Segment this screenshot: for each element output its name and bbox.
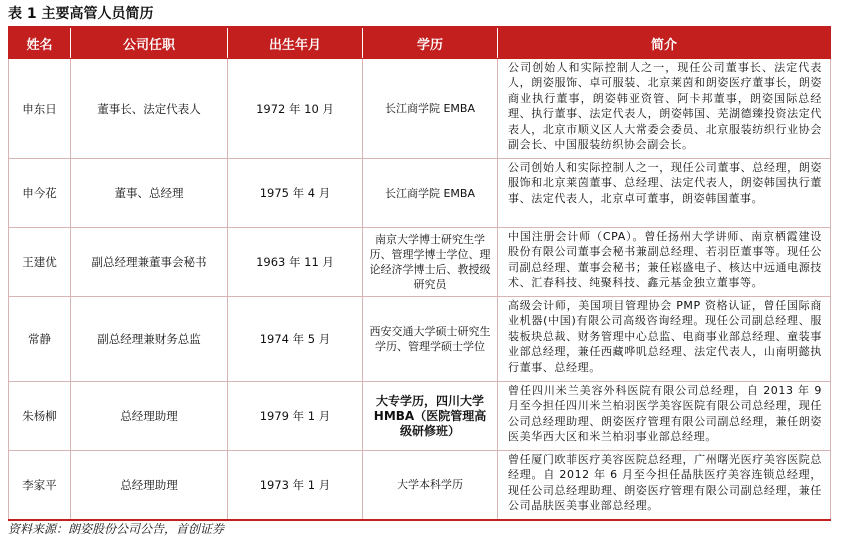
cell-name: 常静: [9, 297, 71, 382]
cell-name: 王建优: [9, 228, 71, 297]
executive-table: [8, 26, 831, 521]
cell-name: 申东日: [9, 59, 71, 159]
cell-bio: 公司创始人和实际控制人之一，现任公司董事长、法定代表人，朗姿服饰、卓可服装、北京莱茵和朗姿医疗董事长，朗姿商业执行董事，朗姿韩亚资管、阿卡邦董事，朗姿国际总经理、执行董事、法定代表人，朗姿韩国、芜湖德臻投资法定代表人，北京市顺义区人大常委会委员、北京服装纺织行业协会副会长、中国服装纺织协会副会长。: [498, 59, 831, 159]
cell-birth: 1973 年 1 月: [228, 451, 363, 520]
cell-education: 大学本科学历: [363, 451, 498, 520]
cell-position: 董事长、法定代表人: [71, 59, 228, 159]
header-name: 姓名: [9, 27, 71, 59]
cell-birth: 1963 年 11 月: [228, 228, 363, 297]
header-row: [9, 27, 831, 59]
header-position: 公司任职: [71, 27, 228, 59]
header-birth: 出生年月: [228, 27, 363, 59]
header-education: 学历: [363, 27, 498, 59]
table-row: [9, 297, 831, 382]
cell-education: 长江商学院 EMBA: [363, 159, 498, 228]
cell-bio: 中国注册会计师（CPA）。曾任扬州大学讲师、南京栖霞建设股份有限公司董事会秘书兼副总经理、若羽臣董事等。现任公司副总经理、董事会秘书；兼任崧盛电子、核达中远通电源技术、汇春科技、纯聚科技、鑫元基金独立董事等。: [498, 228, 831, 297]
table-row: [9, 382, 831, 451]
table-title: 表 1 主要高管人员简历: [8, 6, 154, 22]
cell-position: 总经理助理: [71, 382, 228, 451]
table-row: [9, 228, 831, 297]
cell-position: 总经理助理: [71, 451, 228, 520]
cell-bio: 高级会计师，美国项目管理协会 PMP 资格认证，曾任国际商业机器(中国)有限公司高级咨询经理。现任公司副总经理、服装板块总裁、财务管理中心总监、电商事业部总经理、童装事业部总经理，兼任西藏哗叽总经理、法定代表人，山南明懿执行董事、总经理。: [498, 297, 831, 382]
cell-education: 长江商学院 EMBA: [363, 59, 498, 159]
source-note: 资料来源：朗姿股份公司公告，首创证券: [8, 522, 225, 536]
cell-position: 副总经理兼财务总监: [71, 297, 228, 382]
cell-position: 董事、总经理: [71, 159, 228, 228]
cell-name: 朱杨柳: [9, 382, 71, 451]
table-row: [9, 451, 831, 520]
cell-bio: 曾任厦门欧菲医疗美容医院总经理，广州曙光医疗美容医院总经理。自 2012 年 6 月至今担任晶肤医疗美容连锁总经理，现任公司总经理助理、朗姿医疗管理有限公司副总经理，兼任公司晶肤医美事业部总经理。: [498, 451, 831, 520]
cell-name: 申今花: [9, 159, 71, 228]
cell-birth: 1972 年 10 月: [228, 59, 363, 159]
cell-education: 南京大学博士研究生学历、管理学博士学位、理论经济学博士后、教授级研究员: [363, 228, 498, 297]
cell-education: 大专学历，四川大学 HMBA（医院管理高级研修班）: [363, 382, 498, 451]
cell-birth: 1975 年 4 月: [228, 159, 363, 228]
cell-birth: 1974 年 5 月: [228, 297, 363, 382]
cell-name: 李家平: [9, 451, 71, 520]
cell-birth: 1979 年 1 月: [228, 382, 363, 451]
cell-bio: 公司创始人和实际控制人之一，现任公司董事、总经理，朗姿服饰和北京莱茵董事、总经理、法定代表人，朗姿韩国执行董事、法定代表人，北京卓可董事，朗姿韩国董事。: [498, 159, 831, 228]
cell-position: 副总经理兼董事会秘书: [71, 228, 228, 297]
header-bio: 简介: [498, 27, 831, 59]
table-row: [9, 59, 831, 159]
cell-bio: 曾任四川米兰美容外科医院有限公司总经理，自 2013 年 9 月至今担任四川米兰柏羽医学美容医院有限公司总经理，现任公司总经理助理、朗姿医疗管理有限公司副总经理，兼任朗姿医美华西大区和米兰柏羽事业部总经理。: [498, 382, 831, 451]
cell-education: 西安交通大学硕士研究生学历、管理学硕士学位: [363, 297, 498, 382]
table-row: [9, 159, 831, 228]
